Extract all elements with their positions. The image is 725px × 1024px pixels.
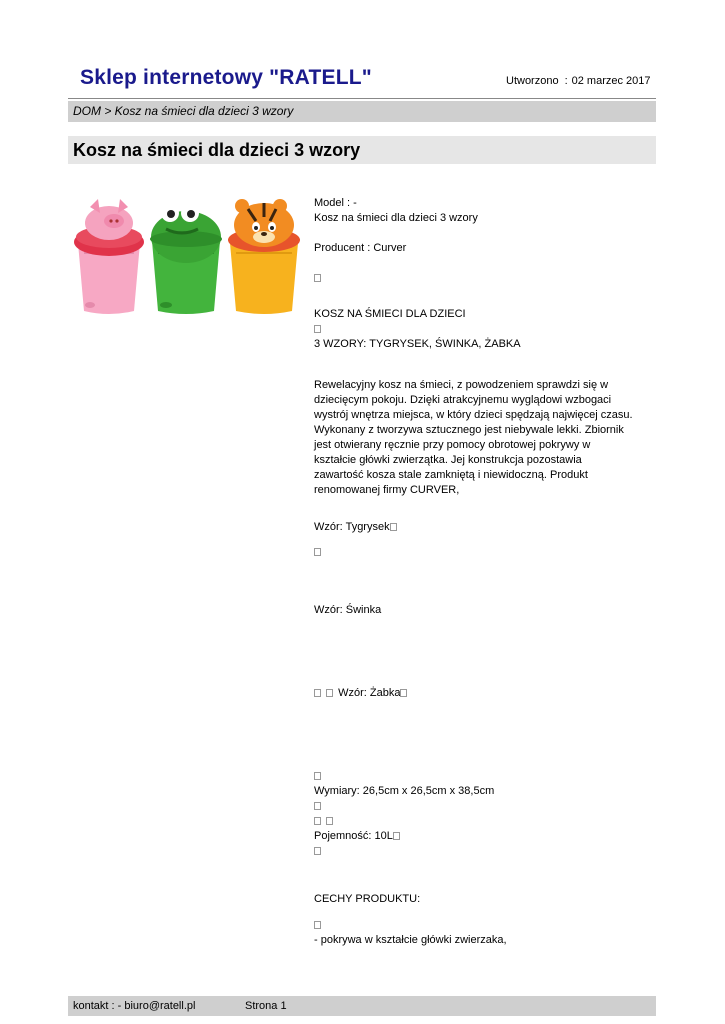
model-line: Model : -: [314, 197, 357, 209]
pig-bin-illustration: [74, 199, 144, 314]
page-footer: [68, 996, 656, 1016]
frog-bin-illustration: [150, 204, 222, 314]
missing-glyph-icon: [314, 548, 321, 556]
feature-item: - pokrywa w kształcie główki zwierzaka,: [314, 934, 507, 946]
missing-glyph-icon: [400, 689, 407, 697]
missing-glyph-icon: [314, 772, 321, 780]
missing-glyph-icon: [314, 689, 321, 697]
pattern-frog: Wzór: Żabka: [338, 687, 401, 699]
missing-glyph-icon: [326, 689, 333, 697]
product-title: Kosz na śmieci dla dzieci 3 wzory: [68, 136, 656, 164]
product-name-line: Kosz na śmieci dla dzieci 3 wzory: [314, 212, 478, 224]
section-title: KOSZ NA ŚMIECI DLA DZIECI: [314, 308, 466, 320]
missing-glyph-icon: [314, 847, 321, 855]
missing-glyph-icon: [314, 817, 321, 825]
created-value: 02 marzec 2017: [571, 75, 651, 87]
capacity-line: Pojemność: 10L: [314, 830, 393, 842]
variants-line: 3 WZORY: TYGRYSEK, ŚWINKA, ŻABKA: [314, 338, 521, 350]
header-divider: [68, 98, 656, 99]
missing-glyph-icon: [390, 523, 397, 531]
missing-glyph-icon: [393, 832, 400, 840]
page-number: Strona 1: [245, 1000, 287, 1012]
missing-glyph-icon: [314, 802, 321, 810]
footer-contact[interactable]: kontakt : - biuro@ratell.pl: [73, 1000, 196, 1012]
pattern-tiger: Wzór: Tygrysek: [314, 521, 390, 533]
created-label: Utworzono: [506, 75, 559, 87]
created-date: Utworzono : 02 marzec 2017: [506, 75, 651, 87]
producer-line: Producent : Curver: [314, 242, 407, 254]
missing-glyph-icon: [326, 817, 333, 825]
product-image: [70, 193, 306, 317]
product-description: [314, 196, 634, 948]
shop-title: Sklep internetowy "RATELL": [80, 66, 372, 89]
dimensions-line: Wymiary: 26,5cm x 26,5cm x 38,5cm: [314, 785, 495, 797]
pattern-pig: Wzór: Świnka: [314, 604, 382, 616]
missing-glyph-icon: [314, 274, 321, 282]
description-paragraph: Rewelacyjny kosz na śmieci, z powodzeniem sprawdzi się w dziecięcym pokoju. Dzięki atrakcyjnemu wyglądowi wzbogaci wystrój wnętrza miejsca, w który dzieci spędzają najwięcej czasu. Wykonany z tworzywa sztucznego jest niebywale lekki. Zbiornik jest otwierany ręcznie przy pomocy obrotowej pokrywy w kształcie główki zwierzątka. Jej konstrukcja pozostawia zawartość kosza stale zamkniętą i niewidoczną. Produkt renomowanej firmy CURVER,: [314, 379, 633, 496]
tiger-bin-illustration: [228, 199, 300, 314]
missing-glyph-icon: [314, 921, 321, 929]
features-title: CECHY PRODUKTU:: [314, 893, 421, 905]
breadcrumb[interactable]: DOM > Kosz na śmieci dla dzieci 3 wzory: [68, 101, 656, 122]
missing-glyph-icon: [314, 325, 321, 333]
